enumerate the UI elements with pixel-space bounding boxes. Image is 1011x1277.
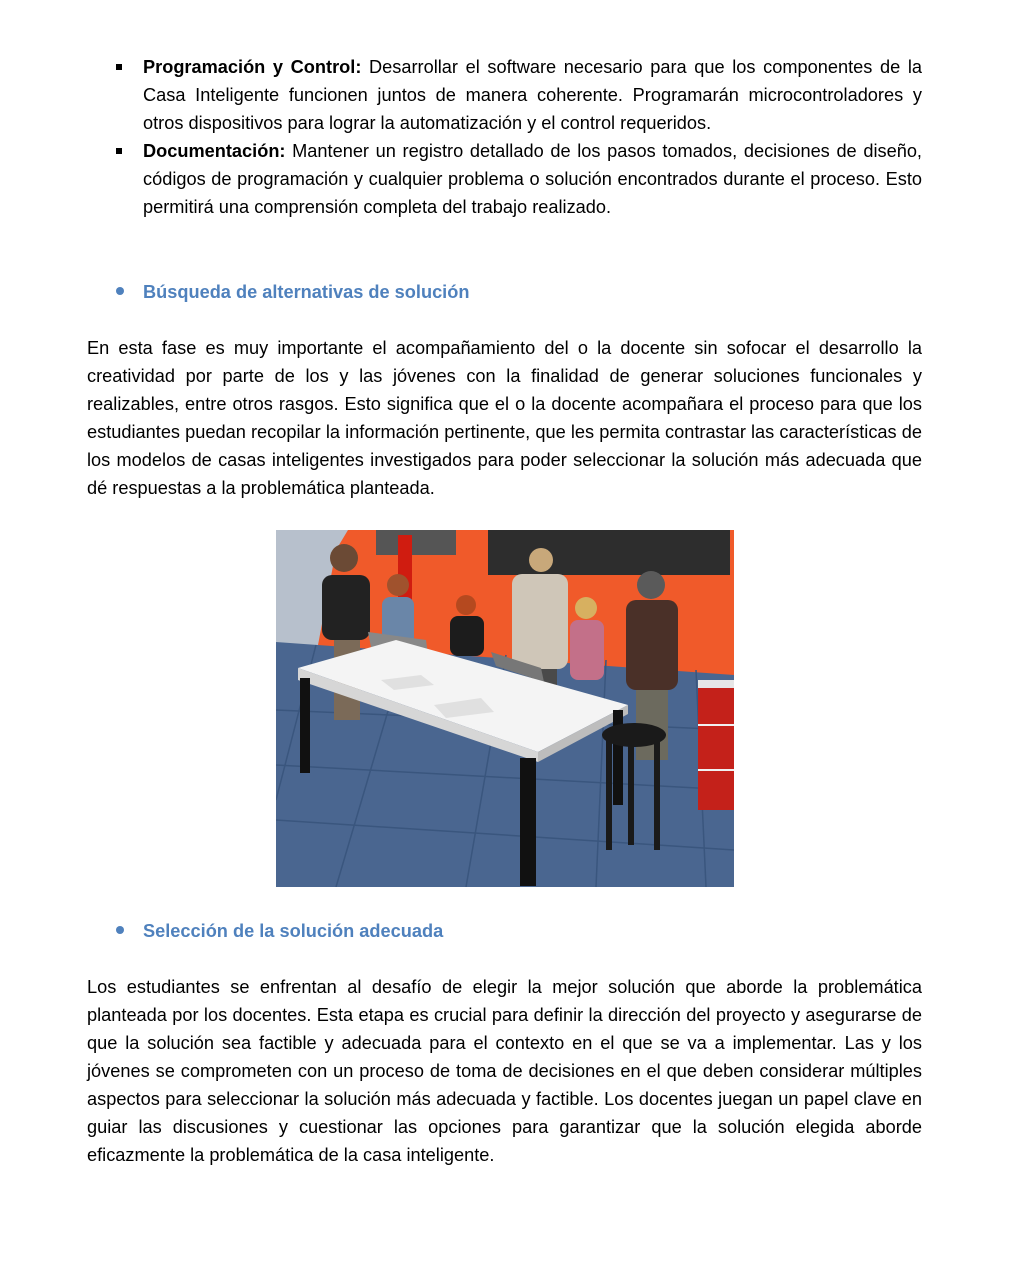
list-item <box>112 137 922 221</box>
bullet-list <box>112 53 922 221</box>
paragraph: Los estudiantes se enfrentan al desafío de elegir la mejor solución que aborde la problemática planteada por los docentes. Esta etapa es crucial para definir la dirección del proyecto y asegurarse de que la solución sea factible y adecuada para el contexto en el que se va a implementar. Las y los jóvenes se comprometen con un proceso de toma de decisiones en el que deben considerar múltiples aspectos para seleccionar la solución más adecuada y factible. Los docentes juegan un papel clave en guiar las discusiones y cuestionar las opciones para garantizar que la solución elegida aborde eficazmente la problemática de la casa inteligente. <box>87 977 922 1165</box>
paragraph: En esta fase es muy importante el acompañamiento del o la docente sin sofocar el desarrollo la creatividad por parte de los y las jóvenes con la finalidad de generar soluciones funcionales y realizables, entre otros rasgos. Esto significa que el o la docente acompañara el proceso para que los estudiantes puedan recopilar la información pertinente, que les permita contrastar las características de los modelos de casas inteligentes investigados para poder seleccionar la solución más adecuada que dé respuestas a la problemática planteada. <box>87 338 922 498</box>
classroom-illustration <box>276 530 734 887</box>
list-item-title: Documentación: <box>143 141 286 161</box>
bullet-dot-icon <box>116 926 124 934</box>
square-bullet-icon <box>116 64 122 70</box>
square-bullet-icon <box>116 148 122 154</box>
list-item-text: Desarrollar el software necesario para que los componentes de la Casa Inteligente funcionen juntos de manera coherente. Programarán microcontroladores y otros dispositivos para lograr la automatización y el control requeridos. <box>143 57 922 133</box>
bullet-dot-icon <box>116 287 124 295</box>
section-heading <box>116 278 469 306</box>
section-heading-text: Búsqueda de alternativas de solución <box>143 282 470 302</box>
list-item-text: Mantener un registro detallado de los pasos tomados, decisiones de diseño, códigos de programación y cualquier problema o solución encontrados durante el proceso. Esto permitirá una comprensión completa del trabajo realizado. <box>143 141 922 217</box>
list-item-title: Programación y Control: <box>143 57 362 77</box>
section-heading-text: Selección de la solución adecuada <box>143 921 444 941</box>
section-heading <box>116 917 443 945</box>
list-item <box>112 53 922 137</box>
